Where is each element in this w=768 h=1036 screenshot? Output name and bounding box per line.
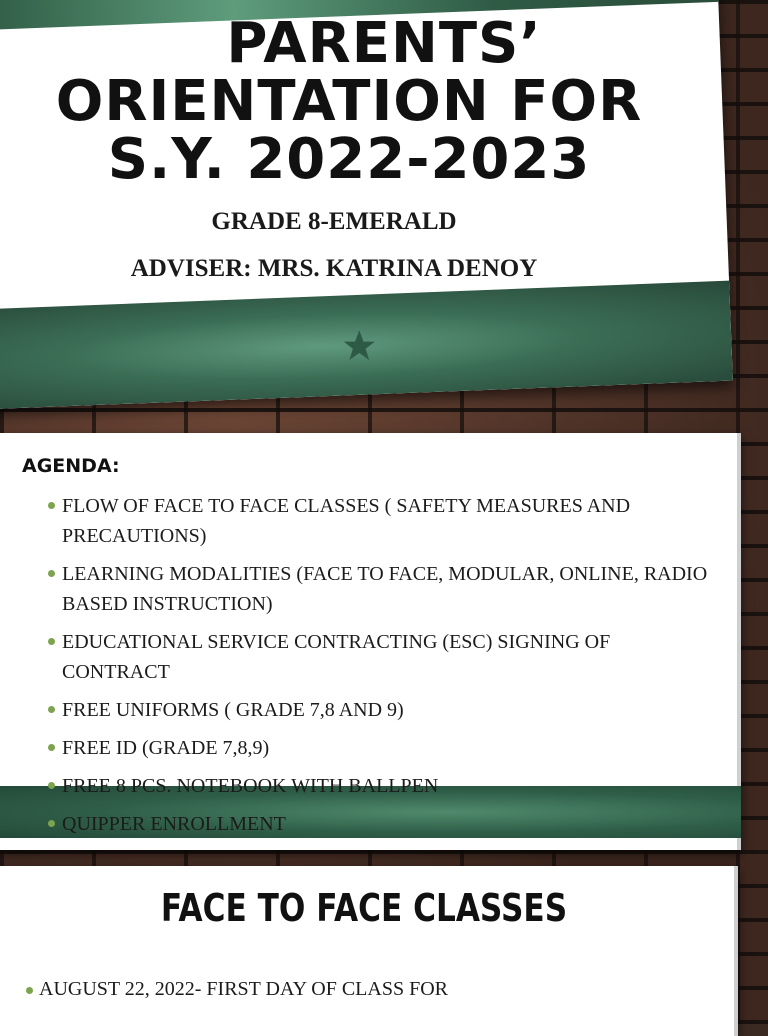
title-line-2: ORIENTATION FOR [55,69,643,134]
bullet-icon [48,638,55,645]
agenda-list [48,491,738,847]
list-item [48,733,738,763]
list-item-text: LEARNING MODALITIES (FACE TO FACE, MODULAR, ONLINE, RADIO [62,563,708,585]
title-line-1: PARENTS’ [226,11,542,76]
slide-edge [734,866,738,1036]
list-item-text: BASED INSTRUCTION) [62,593,273,615]
star-icon [342,329,376,363]
grade-subtitle: GRADE 8-EMERALD [211,208,457,235]
title-line-3: S.Y. 2022-2023 [107,127,591,192]
list-item [48,627,738,687]
list-item-text: FREE 8 PCS. NOTEBOOK WITH BALLPEN [62,775,439,797]
adviser-subtitle: ADVISER: MRS. KATRINA DENOY [130,255,538,282]
bullet-icon [48,570,55,577]
bullet-icon [48,502,55,509]
bullet-icon [48,744,55,751]
page-title [0,11,768,192]
list-item-text: FLOW OF FACE TO FACE CLASSES ( SAFETY MEASURES AND [62,495,631,517]
list-item [48,809,738,839]
list-item-text: QUIPPER ENROLLMENT [62,813,286,835]
list-item [48,491,738,551]
list-item-text: EDUCATIONAL SERVICE CONTRACTING (ESC) SIGNING OF [62,631,611,653]
list-item [48,695,738,725]
list-item-text: CONTRACT [62,661,170,683]
bullet-icon [26,987,33,994]
slide-heading: FACE TO FACE CLASSES [160,886,568,930]
bullet-icon [48,706,55,713]
list-item-text: FREE ID (GRADE 7,8,9) [62,737,270,759]
face-to-face-slide [0,866,738,1036]
list-item [48,559,738,619]
agenda-slide [0,433,741,850]
bullet-icon [48,782,55,789]
bullet-icon [48,820,55,827]
list-item [48,771,738,801]
list-item [26,978,448,1001]
agenda-heading: AGENDA: [22,455,120,477]
list-item-text: PRECAUTIONS) [62,525,207,547]
list-item-text: AUGUST 22, 2022- FIRST DAY OF CLASS FOR [39,978,448,1000]
list-item-text: FREE UNIFORMS ( GRADE 7,8 AND 9) [62,699,404,721]
